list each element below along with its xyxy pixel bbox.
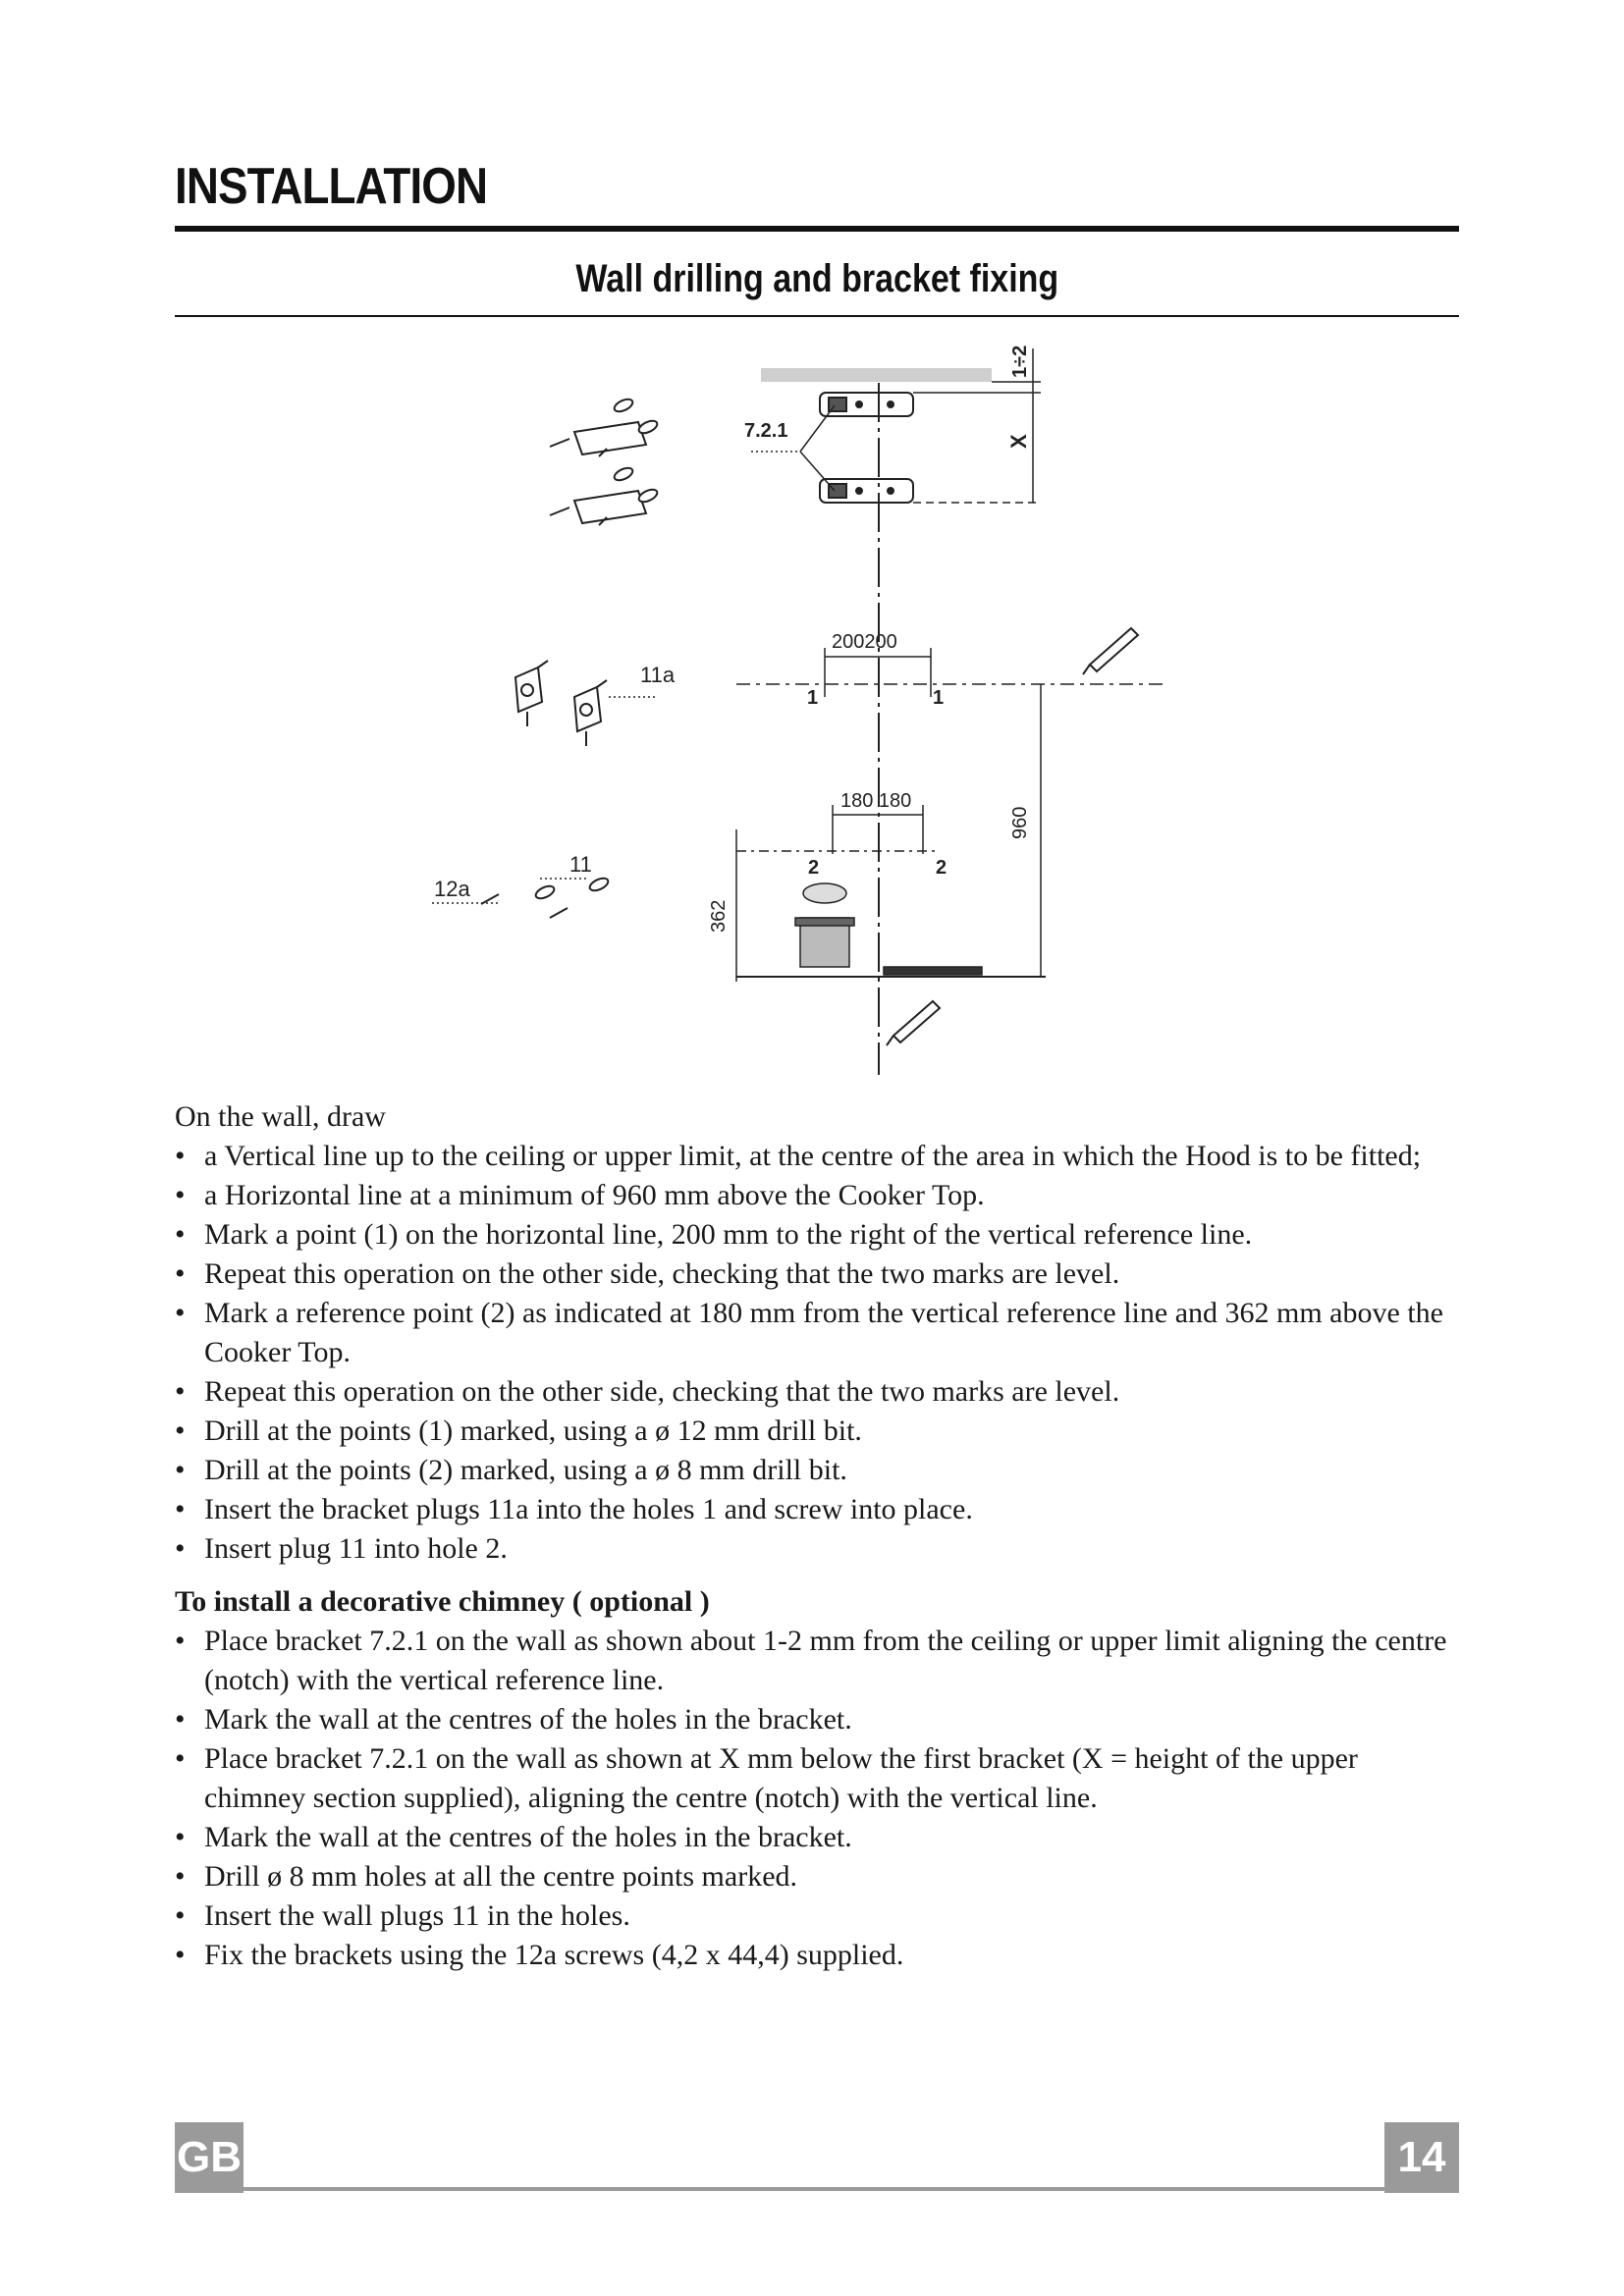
list-item: • Repeat this operation on the other side, checking that the two marks are level. xyxy=(175,1255,1463,1294)
page-title: INSTALLATION xyxy=(175,158,488,215)
label-point1-right: 1 xyxy=(933,687,945,709)
pencil-icon xyxy=(1083,628,1138,674)
list-item: • Drill ø 8 mm holes at all the centre points marked. xyxy=(175,1857,1463,1896)
list-item: • a Horizontal line at a minimum of 960 mm above the Cooker Top. xyxy=(175,1176,1463,1215)
section-title-text: Wall drilling and bracket fixing xyxy=(575,257,1058,300)
label-plug-11a: 11a xyxy=(640,663,676,687)
pencil-icon xyxy=(887,1001,940,1045)
list-item: • Fix the brackets using the 12a screws (4,2 x 44,4) supplied. xyxy=(175,1936,1463,1975)
chimney-subtitle: To install a decorative chimney ( optional ) xyxy=(175,1585,710,1618)
pot-icon xyxy=(795,883,982,975)
list-item: • Insert plug 11 into hole 2. xyxy=(175,1529,1463,1569)
footer-rule xyxy=(244,2187,1384,2191)
list-item: • Insert the bracket plugs 11a into the holes 1 and screw into place. xyxy=(175,1490,1463,1529)
label-screw-12a: 12a xyxy=(434,877,470,901)
instructions xyxy=(175,1097,1463,1975)
list-item: • Mark the wall at the centres of the holes in the bracket. xyxy=(175,1700,1463,1739)
list-item: • Mark a reference point (2) as indicated at 180 mm from the vertical reference line and 362 mm above the Cooker Top. xyxy=(175,1294,1463,1372)
section-title xyxy=(175,257,1459,301)
installation-diagram xyxy=(412,329,1178,1085)
label-dim-200: 200200 xyxy=(832,631,897,653)
section-rule xyxy=(175,315,1459,317)
label-x-dim: X xyxy=(1006,434,1031,449)
label-bracket-ref: 7.2.1 xyxy=(744,420,788,442)
label-ceiling-gap: 1÷2 xyxy=(1009,345,1031,378)
bracket-plug-icon xyxy=(515,661,607,746)
list-item: • Repeat this operation on the other side, checking that the two marks are level. xyxy=(175,1372,1463,1412)
instructions-intro: On the wall, draw xyxy=(175,1100,386,1133)
list-item: • Place bracket 7.2.1 on the wall as shown about 1-2 mm from the ceiling or upper limit aligning the centre (notch) with the vertical reference line. xyxy=(175,1622,1463,1700)
label-point1-left: 1 xyxy=(807,687,819,709)
list-item: • Drill at the points (1) marked, using a ø 12 mm drill bit. xyxy=(175,1412,1463,1451)
footer-language-badge: GB xyxy=(175,2122,244,2193)
label-height-362: 362 xyxy=(708,899,730,933)
ceiling-bar xyxy=(761,368,992,382)
bracket-exploded-icon xyxy=(550,397,659,525)
screw-icon xyxy=(481,876,610,918)
list-item: • Mark the wall at the centres of the holes in the bracket. xyxy=(175,1818,1463,1857)
bracket-top-icon xyxy=(820,393,913,416)
list-item: • Drill at the points (2) marked, using a ø 8 mm drill bit. xyxy=(175,1451,1463,1490)
instructions-list xyxy=(175,1137,1463,1569)
label-point2-right: 2 xyxy=(936,857,947,879)
list-item: • a Vertical line up to the ceiling or upper limit, at the centre of the area in which the Hood is to be fitted; xyxy=(175,1137,1463,1176)
list-item: • Mark a point (1) on the horizontal line, 200 mm to the right of the vertical reference line. xyxy=(175,1215,1463,1255)
list-item: • Place bracket 7.2.1 on the wall as shown at X mm below the first bracket (X = height of the upper chimney section supplied), aligning the centre (notch) with the vertical line. xyxy=(175,1739,1463,1818)
list-item: • Insert the wall plugs 11 in the holes. xyxy=(175,1896,1463,1936)
label-dim-180: 180 180 xyxy=(840,790,912,812)
label-plug-11: 11 xyxy=(569,852,592,877)
label-height-960: 960 xyxy=(1009,806,1031,839)
title-rule xyxy=(175,226,1459,232)
label-point2-left: 2 xyxy=(808,857,820,879)
footer-page-number: 14 xyxy=(1384,2122,1459,2193)
chimney-list xyxy=(175,1622,1463,1975)
